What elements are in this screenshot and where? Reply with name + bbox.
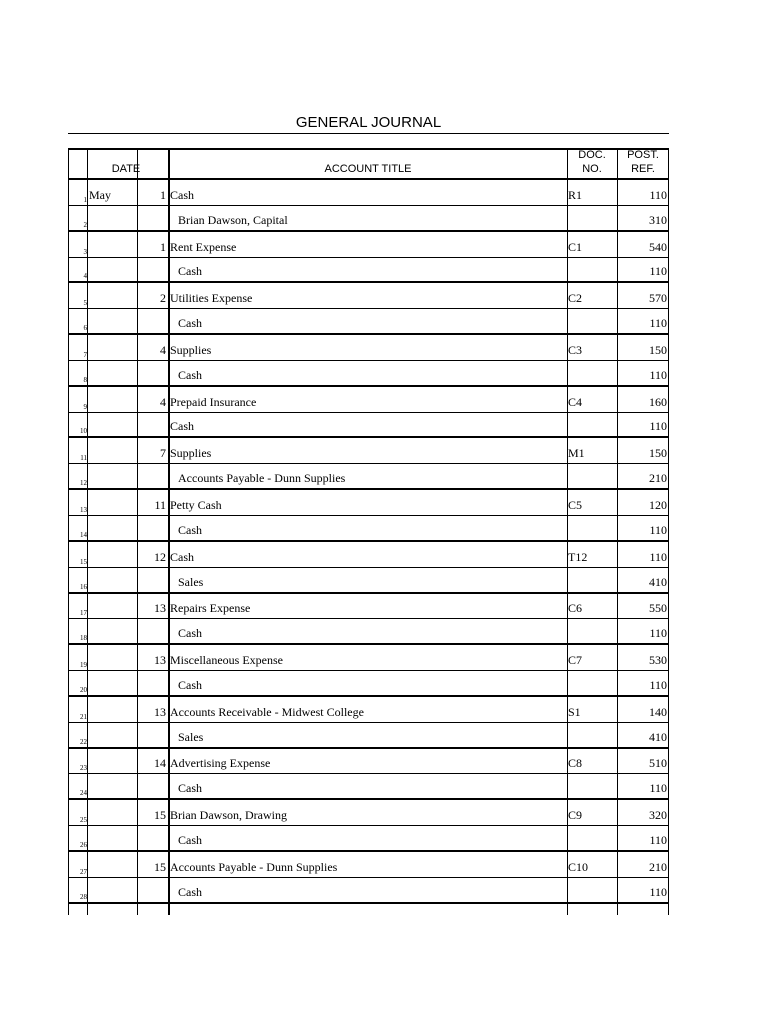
post-reference: 550 [649, 601, 667, 616]
account-title: Sales [178, 729, 204, 744]
header-doc-line2: NO. [582, 163, 602, 175]
account-title: Cash [178, 677, 202, 692]
post-reference: 110 [649, 187, 667, 202]
account-title: Advertising Expense [170, 756, 271, 771]
date-day: 11 [154, 497, 166, 512]
date-day: 12 [154, 549, 166, 564]
doc-number: C10 [568, 859, 589, 874]
post-reference: 410 [649, 574, 667, 589]
journal-row [68, 697, 669, 723]
date-day: 15 [154, 859, 166, 874]
post-reference: 160 [649, 394, 667, 409]
doc-number: C4 [568, 394, 583, 409]
account-title: Cash [178, 316, 202, 331]
journal-row [68, 852, 669, 878]
date-day: 7 [160, 446, 166, 461]
line-number: 26 [80, 840, 87, 849]
line-number: 5 [83, 299, 87, 308]
journal-row [68, 878, 669, 904]
account-title: Accounts Payable - Dunn Supplies [178, 471, 346, 486]
line-number: 17 [80, 609, 87, 618]
post-reference: 110 [649, 677, 667, 692]
account-title: Cash [178, 522, 202, 537]
date-day: 2 [160, 291, 166, 306]
post-reference: 150 [649, 342, 667, 357]
post-reference: 110 [649, 884, 667, 899]
account-title: Petty Cash [170, 497, 222, 512]
line-number: 20 [80, 685, 87, 694]
line-number: 22 [80, 737, 87, 746]
account-title: Supplies [170, 342, 212, 357]
post-reference: 210 [649, 859, 667, 874]
date-day: 13 [154, 653, 166, 668]
account-title: Cash [170, 187, 194, 202]
doc-number: T12 [568, 549, 588, 564]
account-title: Cash [178, 781, 202, 796]
date-day: 13 [154, 704, 166, 719]
line-number: 1 [83, 195, 87, 204]
date-day: 14 [154, 756, 166, 771]
doc-number: C9 [568, 808, 583, 823]
post-reference: 140 [649, 704, 667, 719]
account-title: Supplies [170, 446, 212, 461]
line-number: 12 [80, 479, 87, 488]
journal-row [68, 438, 669, 464]
journal-row [68, 490, 669, 516]
line-number: 7 [83, 350, 87, 359]
line-number: 11 [80, 454, 87, 463]
line-number: 21 [80, 712, 87, 721]
account-title: Brian Dawson, Capital [178, 212, 288, 227]
journal-row [68, 413, 669, 439]
header-post-ref [618, 148, 668, 176]
journal-row [68, 206, 669, 232]
journal-row [68, 542, 669, 568]
line-number: 14 [80, 530, 87, 539]
date-month: May [89, 187, 111, 202]
date-day: 4 [160, 394, 166, 409]
date-day: 15 [154, 808, 166, 823]
doc-number: C5 [568, 497, 583, 512]
post-reference: 150 [649, 446, 667, 461]
account-title: Cash [170, 419, 194, 434]
journal-row [68, 361, 669, 387]
line-number: 13 [80, 505, 87, 514]
date-day: 13 [154, 601, 166, 616]
header-doc-line1: DOC. [578, 149, 606, 161]
post-reference: 110 [649, 367, 667, 382]
date-day: 4 [160, 342, 166, 357]
line-number: 25 [80, 816, 87, 825]
post-reference: 110 [649, 549, 667, 564]
journal-row [68, 258, 669, 284]
journal-row [68, 619, 669, 645]
header-post-line2: REF. [631, 163, 655, 175]
title-underline [68, 133, 669, 134]
header-date: DATE [111, 163, 141, 175]
journal-row [68, 774, 669, 800]
line-number: 18 [80, 634, 87, 643]
account-title: Accounts Receivable - Midwest College [170, 704, 364, 719]
post-reference: 540 [649, 239, 667, 254]
journal-row [68, 568, 669, 594]
post-reference: 410 [649, 729, 667, 744]
doc-number: C8 [568, 756, 583, 771]
line-number: 27 [80, 867, 87, 876]
header-post-line1: POST. [627, 149, 659, 161]
line-number: 16 [80, 582, 87, 591]
post-reference: 110 [649, 264, 667, 279]
journal-row [68, 180, 669, 206]
account-title: Cash [170, 549, 194, 564]
doc-number: C7 [568, 653, 583, 668]
doc-number: R1 [568, 187, 583, 202]
journal-rows [68, 180, 669, 904]
doc-number: C3 [568, 342, 583, 357]
line-number: 19 [80, 661, 87, 670]
journal-row [68, 645, 669, 671]
date-day: 1 [160, 187, 166, 202]
journal-row [68, 826, 669, 852]
post-reference: 530 [649, 653, 667, 668]
account-title: Cash [178, 832, 202, 847]
account-title: Cash [178, 884, 202, 899]
header-doc-no [568, 148, 616, 176]
line-number: 28 [80, 892, 87, 901]
account-title: Cash [178, 626, 202, 641]
post-reference: 320 [649, 808, 667, 823]
account-title: Cash [178, 264, 202, 279]
line-number: 24 [80, 789, 87, 798]
journal-row [68, 516, 669, 542]
journal-row [68, 723, 669, 749]
post-reference: 310 [649, 212, 667, 227]
post-reference: 110 [649, 626, 667, 641]
account-title: Sales [178, 574, 204, 589]
post-reference: 570 [649, 291, 667, 306]
date-day: 1 [160, 239, 166, 254]
account-title: Utilities Expense [170, 291, 253, 306]
line-number: 9 [83, 402, 87, 411]
journal-row [68, 335, 669, 361]
doc-number: S1 [568, 704, 581, 719]
doc-number: C6 [568, 601, 583, 616]
journal-row [68, 800, 669, 826]
account-title: Rent Expense [170, 239, 237, 254]
doc-number: C2 [568, 291, 583, 306]
doc-number: M1 [568, 446, 585, 461]
journal-row [68, 232, 669, 258]
journal-row [68, 594, 669, 620]
journal-row [68, 309, 669, 335]
account-title: Brian Dawson, Drawing [170, 808, 287, 823]
line-number: 6 [83, 324, 87, 333]
line-number: 4 [83, 272, 87, 281]
post-reference: 110 [649, 832, 667, 847]
post-reference: 510 [649, 756, 667, 771]
line-number: 2 [83, 220, 87, 229]
post-reference: 110 [649, 781, 667, 796]
line-number: 3 [83, 247, 87, 256]
doc-number: C1 [568, 239, 583, 254]
account-title: Miscellaneous Expense [170, 653, 283, 668]
post-reference: 110 [649, 419, 667, 434]
journal-row [68, 671, 669, 697]
journal-row [68, 387, 669, 413]
line-number: 15 [80, 557, 87, 566]
journal-row [68, 283, 669, 309]
account-title: Cash [178, 367, 202, 382]
account-title: Accounts Payable - Dunn Supplies [170, 859, 338, 874]
line-number: 10 [80, 427, 87, 436]
account-title: Repairs Expense [170, 601, 251, 616]
line-number: 8 [83, 375, 87, 384]
header-account-title: ACCOUNT TITLE [324, 163, 412, 175]
post-reference: 120 [649, 497, 667, 512]
line-number: 23 [80, 764, 87, 773]
account-title: Prepaid Insurance [170, 394, 257, 409]
post-reference: 110 [649, 316, 667, 331]
journal-row [68, 464, 669, 490]
post-reference: 210 [649, 471, 667, 486]
post-reference: 110 [649, 522, 667, 537]
journal-row [68, 749, 669, 775]
journal-title: GENERAL JOURNAL [295, 114, 442, 131]
